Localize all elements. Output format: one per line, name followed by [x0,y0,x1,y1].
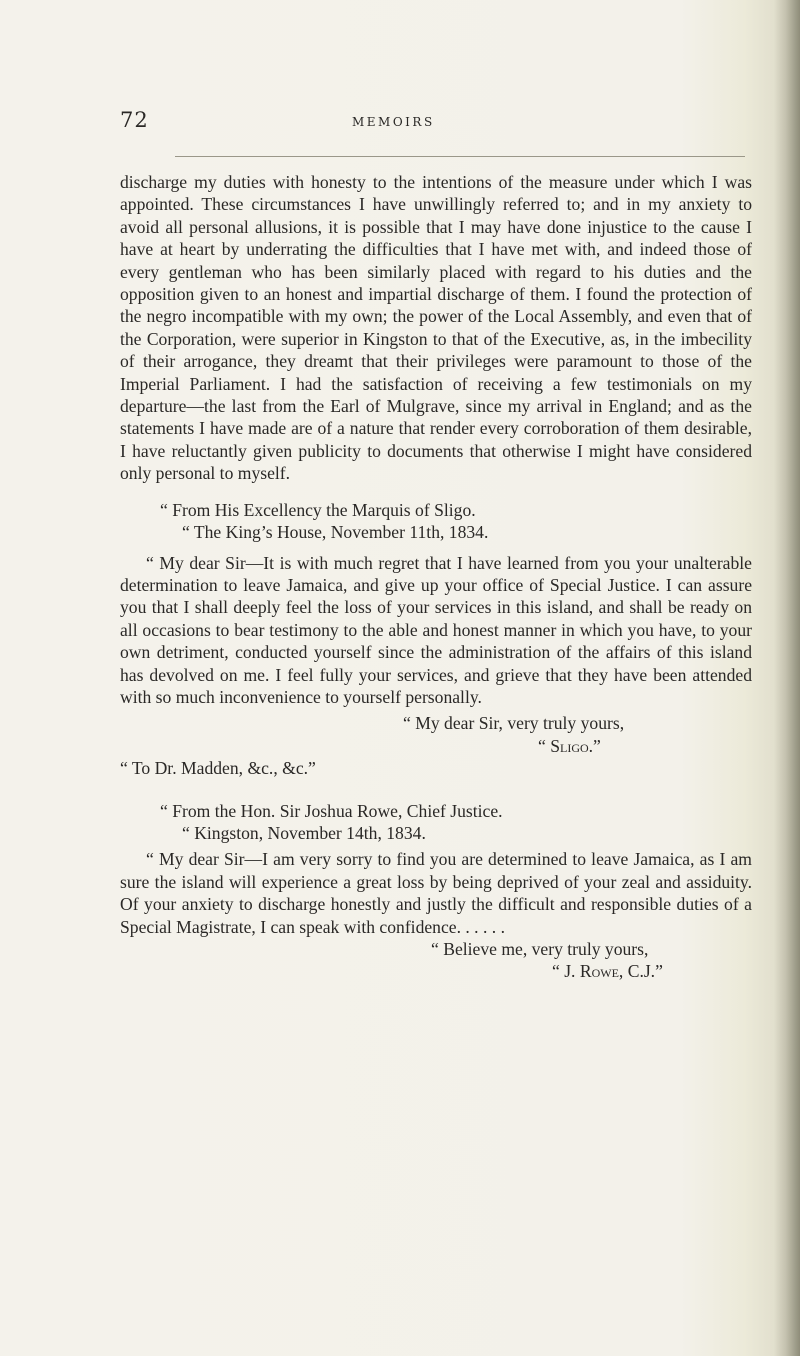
letter-closing: “ My dear Sir, very truly yours, [403,713,625,734]
spacer [120,544,752,552]
header-rule [175,156,745,157]
letter-text: “ My dear Sir—I am very sorry to find you are determined to leave Jamaica, as I am sure the island will experience a great loss by being deprived of your zeal and assiduity. Of your anxiety to discharge honestly and justly the difficult and responsible duties of a Special Magistrate, I can speak with confidence. . . . . . [120,849,752,937]
letter-heading: “ From His Excellency the Marquis of Sligo. [160,499,476,520]
running-head: MEMOIRS [352,115,435,129]
letter-heading: “ From the Hon. Sir Joshua Rowe, Chief Justice. [160,800,503,821]
letter-place-date: “ The King’s House, November 11th, 1834. [182,522,489,543]
page-body [120,171,752,983]
letter-text: “ My dear Sir—It is with much regret that I have learned from you your unalterable determination to leave Jamaica, and give up your office of Special Justice. I can assure you that I shall deeply feel the loss of your services in this island, and shall be ready on all occasions to bear testimony to the able and honest manner in which you have, to your own detriment, conducted yourself since the administration of the affairs of this island has devolved on me. I feel fully your services, and grieve that they have been attended with so much inconvenience to yourself personally. [120,552,752,707]
spacer [120,780,752,800]
page-header [120,108,750,138]
letter-signature: “ J. Rowe, C.J.” [552,961,663,982]
letter-sligo [120,499,752,780]
page-binding-shadow [774,0,800,1356]
letter-rowe [120,800,752,983]
letter-signature: “ Sligo.” [538,735,601,756]
letter-addressee: “ To Dr. Madden, &c., &c.” [120,758,316,779]
page-number: 72 [120,108,149,132]
letter-place-date: “ Kingston, November 14th, 1834. [182,822,426,843]
body-paragraph: discharge my duties with honesty to the intentions of the measure under which I was appointed. These circumstances I have unwillingly referred to; and in my anxiety to avoid all personal allusions, it is possible that I may have done injustice to the cause I have at heart by underrating the difficulties that I have met with, and indeed those of every gentleman who has been similarly placed with regard to his duties and the opposition given to an honest and impartial discharge of them. I found the protection of the negro incompatible with my own; the power of the Local Assembly, and even that of the Corporation, were superior in Kingston to that of the Executive, as, in the imbecility of their arrogance, they dreamt that their privileges were paramount to those of the Imperial Parliament. I had the satisfaction of receiving a few testimonials on my departure—the last from the Earl of Mulgrave, since my arrival in England; and as the statements I have made are of a nature that render every corroboration of them desirable, I have reluctantly given publicity to documents that otherwise I might have considered only personal to myself. [120,172,752,484]
spacer [120,485,752,499]
letter-closing: “ Believe me, very truly yours, [431,939,649,959]
